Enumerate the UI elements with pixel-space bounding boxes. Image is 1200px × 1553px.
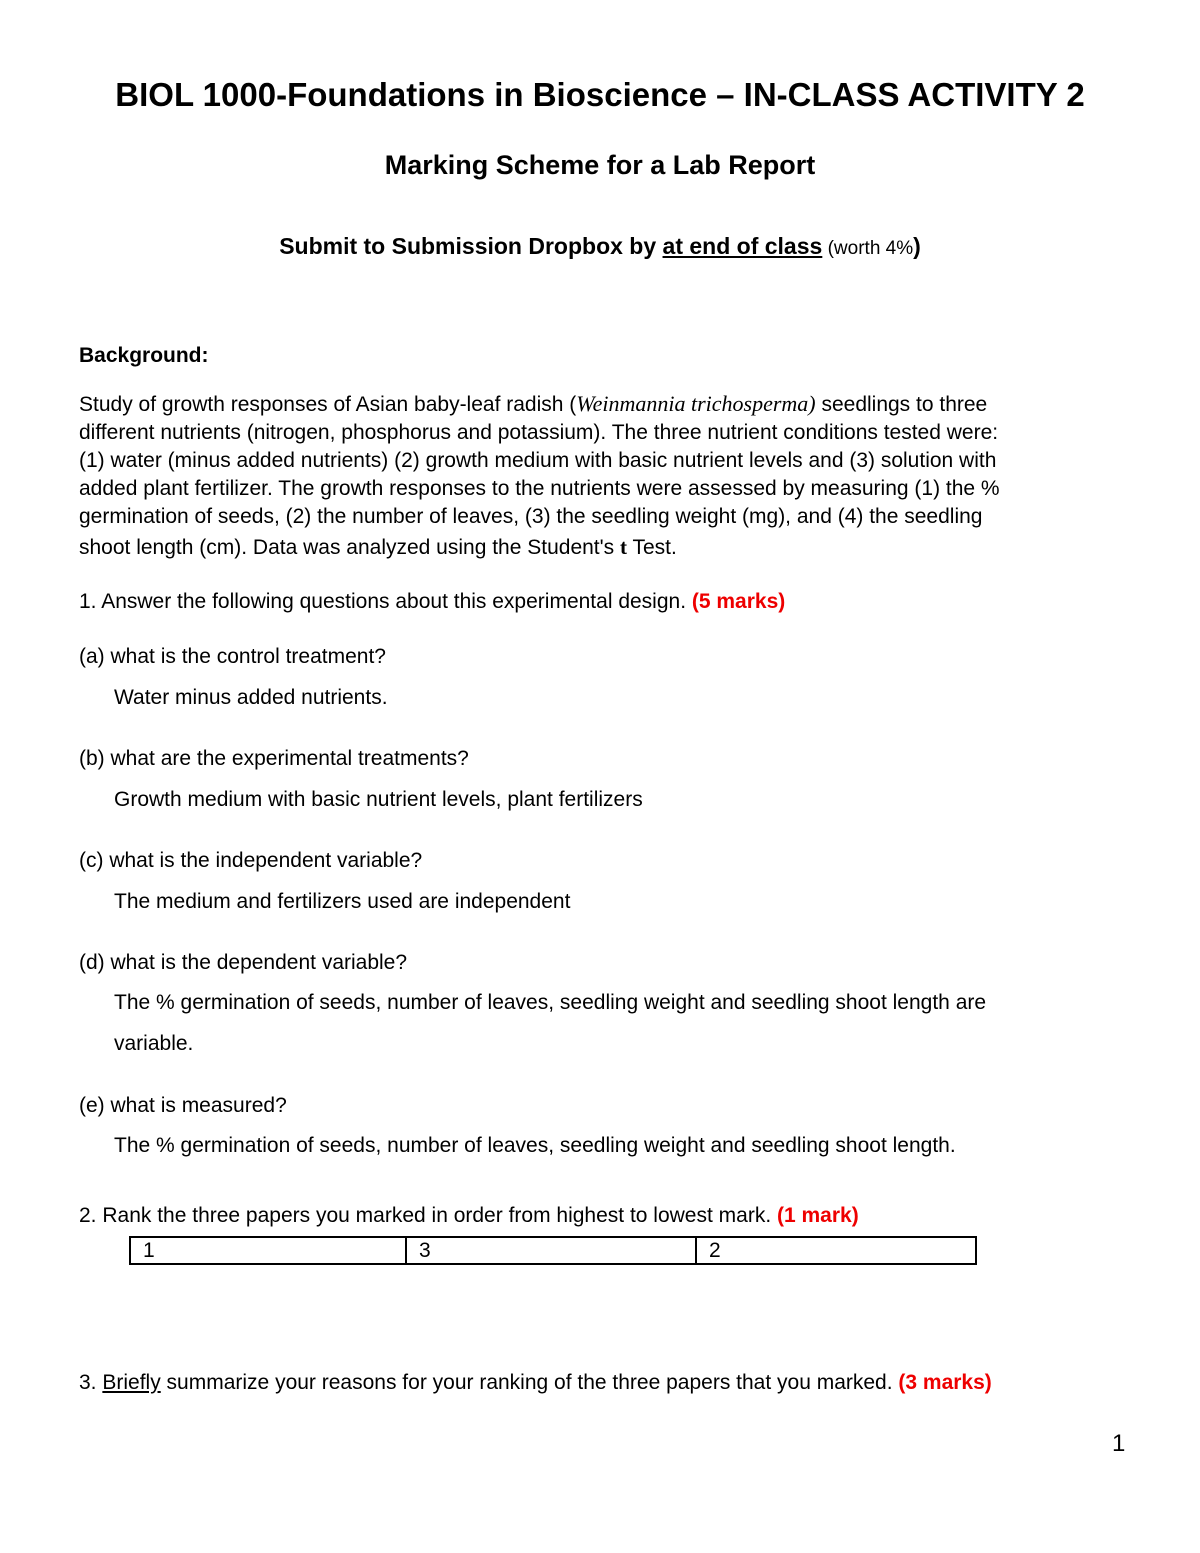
species-name: Weinmannia trichosperma): [576, 391, 816, 416]
question-1-marks: (5 marks): [691, 590, 786, 613]
answer-1c: The medium and fertilizers used are independent: [114, 890, 571, 913]
question-3-emphasis: Briefly: [102, 1371, 161, 1394]
background-heading: Background:: [79, 344, 209, 367]
submit-prefix: Submit to Submission Dropbox by: [279, 233, 663, 259]
question-1d: (d) what is the dependent variable?: [79, 951, 408, 974]
background-line-4: added plant fertilizer. The growth responses to the nutrients were assessed by measuring (1) the %: [79, 477, 1000, 500]
background-line-5: germination of seeds, (2) the number of leaves, (3) the seedling weight (mg), and (4) the seedling: [79, 505, 983, 528]
background-line-2: different nutrients (nitrogen, phosphorus and potassium). The three nutrient conditions tested were:: [79, 421, 999, 444]
question-1: [79, 588, 785, 616]
background-text: shoot length (cm). Data was analyzed using the Student's: [79, 536, 620, 559]
question-3-marks: (3 marks): [898, 1371, 992, 1394]
background-text: seedlings to three: [815, 393, 988, 416]
question-3-number: 3.: [79, 1371, 103, 1394]
ranking-table: [129, 1236, 977, 1265]
background-paragraph: [79, 390, 1129, 562]
answer-1e: The % germination of seeds, number of leaves, seedling weight and seedling shoot length.: [114, 1134, 956, 1157]
answer-1b: Growth medium with basic nutrient levels, plant fertilizers: [114, 788, 643, 811]
submit-deadline: at end of class: [662, 233, 823, 259]
table-row: [130, 1237, 976, 1264]
page-subtitle: Marking Scheme for a Lab Report: [384, 150, 816, 180]
page-title: BIOL 1000-Foundations in Bioscience – IN-CLASS ACTIVITY 2: [115, 76, 1085, 113]
background-text: Test.: [626, 536, 677, 559]
rank-cell: 3: [406, 1237, 696, 1264]
question-3: [79, 1369, 992, 1397]
question-2: [79, 1202, 859, 1230]
answer-1a: Water minus added nutrients.: [114, 686, 388, 709]
rank-cell: 1: [130, 1237, 406, 1264]
rank-cell: 2: [696, 1237, 976, 1264]
background-line-3: (1) water (minus added nutrients) (2) growth medium with basic nutrient levels and (3) solution with: [79, 449, 997, 472]
answer-1d: The % germination of seeds, number of leaves, seedling weight and seedling shoot length are: [114, 991, 987, 1014]
question-2-marks: (1 mark): [777, 1204, 859, 1227]
question-1-prompt: 1. Answer the following questions about this experimental design.: [79, 590, 692, 613]
t-symbol: t: [619, 535, 627, 559]
background-text: Study of growth responses of Asian baby-leaf radish (: [79, 393, 577, 416]
background-line-1: [79, 390, 1129, 419]
background-line-6: [79, 533, 1129, 562]
question-3-prompt: summarize your reasons for your ranking of the three papers that you marked.: [160, 1371, 899, 1394]
submit-instructions: [0, 233, 1200, 260]
question-1e: (e) what is measured?: [79, 1094, 287, 1117]
question-1c: (c) what is the independent variable?: [79, 849, 423, 872]
answer-1d-cont: variable.: [114, 1032, 194, 1055]
question-1b: (b) what are the experimental treatments?: [79, 747, 469, 770]
submit-close: ): [913, 233, 921, 259]
question-1a: (a) what is the control treatment?: [79, 645, 386, 668]
page-number: 1: [1112, 1430, 1126, 1457]
submit-worth: (worth 4%: [822, 238, 914, 259]
question-2-prompt: 2. Rank the three papers you marked in order from highest to lowest mark.: [79, 1204, 777, 1227]
